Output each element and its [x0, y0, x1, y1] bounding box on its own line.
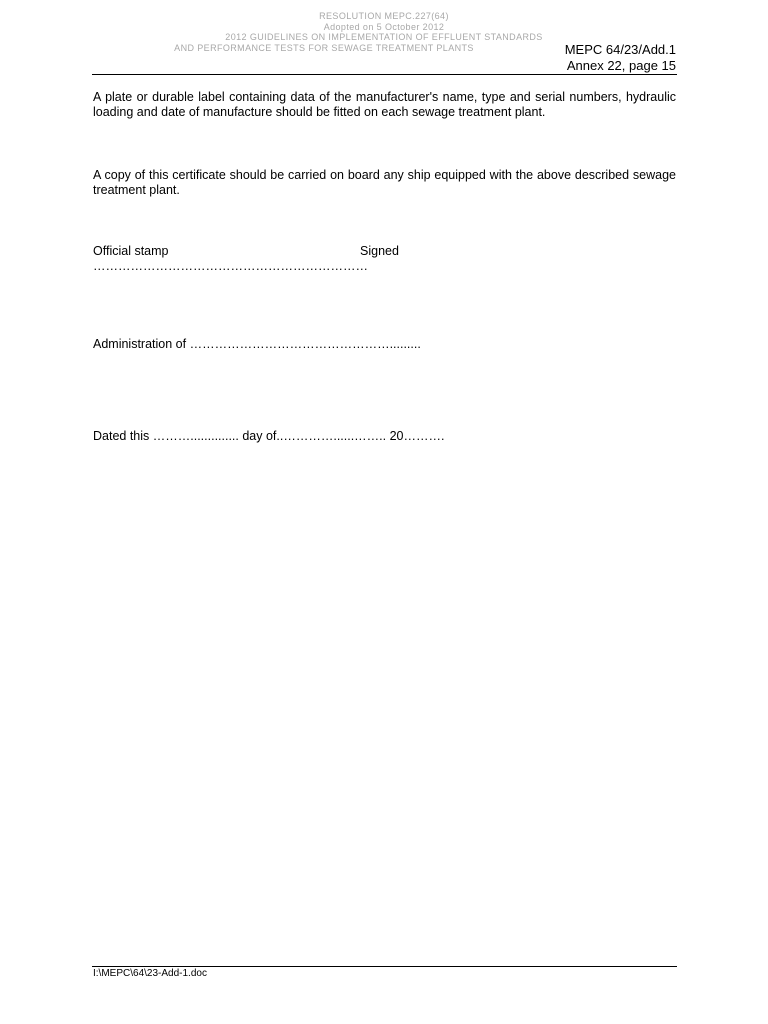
header-divider: [92, 74, 677, 75]
administration-line: Administration of ………………………………………….........: [93, 337, 421, 351]
certificate-copy-paragraph: A copy of this certificate should be carried on board any ship equipped with the above described sewage treatment plant.: [93, 168, 676, 198]
watermark-line-adopted: Adopted on 5 October 2012: [323, 21, 445, 32]
footer-file-path: I:\MEPC\64\23-Add-1.doc: [93, 968, 207, 979]
watermark-line-guidelines-title-1: 2012 GUIDELINES ON IMPLEMENTATION OF EFFLUENT STANDARDS: [225, 32, 543, 42]
footer-divider: [92, 966, 677, 967]
signature-line: …………………………………………………………: [93, 259, 368, 273]
label-requirement-paragraph: A plate or durable label containing data of the manufacturer's name, type and serial numbers, hydraulic loading and date of manufacture should be fitted on each sewage treatment plant.: [93, 90, 676, 120]
document-header: [565, 42, 676, 73]
watermark-line-guidelines-title-2: AND PERFORMANCE TESTS FOR SEWAGE TREATMENT PLANTS: [174, 42, 474, 53]
dated-line: Dated this ……….............. day of..…………......…….. 20……….: [93, 429, 445, 443]
signed-label: Signed: [360, 244, 399, 258]
official-stamp-label: Official stamp: [93, 244, 169, 258]
document-reference: MEPC 64/23/Add.1: [564, 42, 676, 57]
watermark-line-resolution: RESOLUTION MEPC.227(64): [319, 11, 449, 21]
annex-page-number: Annex 22, page 15: [566, 57, 676, 73]
